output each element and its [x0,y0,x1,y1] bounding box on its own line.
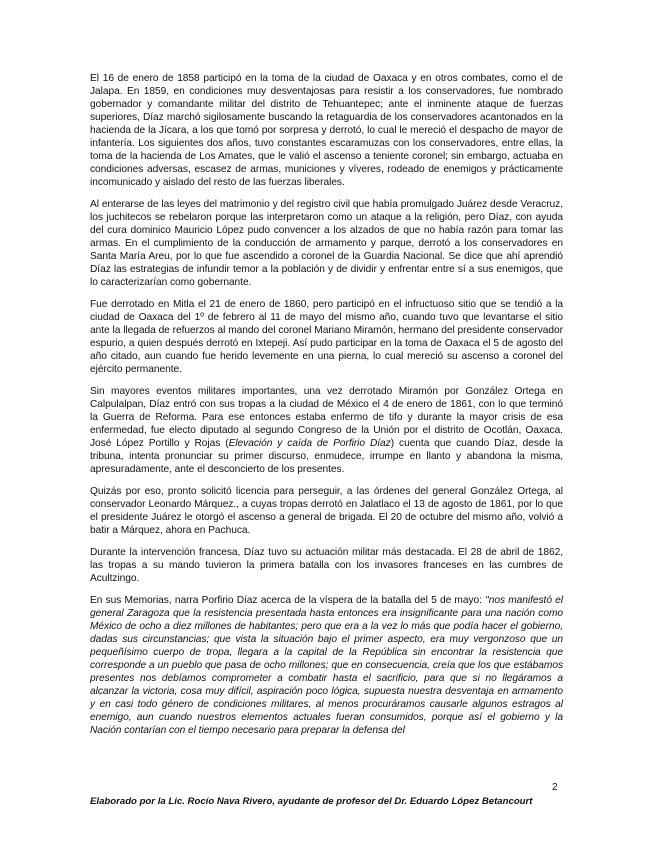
paragraph-7 [90,594,563,737]
paragraph-4-text-before: Sin mayores eventos militares importantes, una vez derrotado Miramón por González Ortega en Calpulalpan, Díaz entró con sus tropas a la ciudad de México el 4 de enero de 1861, con lo que terminó la Guerra de Reforma. Para ese entonces estaba enfermo de tifo y durante la mayor crisis de esa enfermedad, fue electo diputado al segundo Congreso de la Unión por el distrito de Ocotlán, Oaxaca. José López Portillo y Rojas ( [90,386,563,449]
book-title: Elevación y caída de Porfirio Díaz [228,438,391,449]
paragraph-3: Fue derrotado en Mitla el 21 de enero de 1860, pero participó en el infructuoso sitio que se tendió a la ciudad de Oaxaca del 1º de febrero al 11 de mayo del mismo año, cuando tuvo que levantarse el sitio ante la llegada de refuerzos al mando del coronel Mariano Miramón, hermano del presidente conservador espurio, a quien después derrotó en Ixtepeji. Así pudo participar en la toma de Oaxaca el 5 de agosto del año citado, aun cuando fue herido levemente en una pierna, lo cual mereció su ascenso a coronel del ejército permanente. [90,299,563,375]
paragraph-4 [90,385,563,476]
body-text [90,72,563,746]
paragraph-5: Quizás por eso, pronto solicitó licencia para perseguir, a las órdenes del general González Ortega, al conservador Leonardo Márquez., a cuyas tropas derrotó en Jalatlaco el 13 de agosto de 1861, por lo que el presidente Juárez le otorgó el ascenso a general de brigada. El 20 de octubre del mismo año, volvió a batir a Márquez, ahora en Pachuca. [90,486,563,536]
paragraph-2: Al enterarse de las leyes del matrimonio y del registro civil que había promulgado Juárez desde Veracruz, los juchitecos se rebelaron porque las interpretaron como un ataque a la religión, pero Díaz, con ayuda del cura dominico Mauricio López pudo convencer a los alzados de que no había razón para tomar las armas. En el cumplimiento de la conducción de armamento y parque, derrotó a los conservadores en Santa María Areu, por lo que fue ascendido a coronel de la Guardia Nacional. Se dice que ahí aprendió Díaz las estrategias de infundir temor a la población y de dividir y enfrentar entre sí a sus enemigos, que lo caracterizarían como gobernante. [90,199,563,288]
paragraph-4-text-after: ) cuenta que cuando Díaz, desde la tribuna, intenta pronunciar su primer discurso, enmudece, irrumpe en llanto y abandona la misma, apresuradamente, ante el desconcierto de los presentes. [90,438,563,475]
paragraph-6: Durante la intervención francesa, Díaz tuvo su actuación militar más destacada. El 28 de abril de 1862, las tropas a su mando tuvieron la primera batalla con los invasores franceses en las cumbres de Acultzingo. [90,547,563,584]
paragraph-7-intro: En sus Memorias, narra Porfirio Díaz acerca de la víspera de la batalla del 5 de mayo: [90,595,486,606]
page-number: 2 [552,782,558,793]
footer-credit: Elaborado por la Lic. Rocío Nava Rivero, ayudante de profesor del Dr. Eduardo López Betancourt [90,796,533,807]
memoir-quote: "nos manifestó el general Zaragoza que la resistencia presentada hasta entonces era insignificante para una nación como México de ocho a diez millones de habitantes; pero que era a la vez lo más que podía hacer el gobierno, dadas sus circunstancias; que vista la situación bajo el primer aspecto, era muy vergonzoso que un pequeñísimo cuerpo de tropa, llegara a la capital de la República sin encontrar la resistencia que corresponde a un pueblo que pasa de ocho millones; que en consecuencia, creía que los que estábamos presentes nos debíamos comprometer a combatir hasta el sacrificio, para que si no llegáramos a alcanzar la victoria, cosa muy difícil, aspiración poco lógica, supuesta nuestra desventaja en armamento y en casi todo género de condiciones militares, al menos procuráramos causarle algunos estragos al enemigo, aun cuando nuestros elementos actuales fueran consumidos, porque así el gobierno y la Nación contarían con el tiempo necesario para preparar la defensa del [90,595,563,736]
paragraph-1: El 16 de enero de 1858 participó en la toma de la ciudad de Oaxaca y en otros combates, como el de Jalapa. En 1859, en condiciones muy desventajosas para resistir a los conservadores, fue nombrado gobernador y comandante militar del distrito de Tehuantepec; ante el inminente ataque de fuerzas superiores, Díaz marchó sigilosamente buscando la retaguardia de los conservadores acantonados en la hacienda de la Jícara, a los que tomó por sorpresa y derrotó, lo cual le mereció el despacho de mayor de infantería. Los siguientes dos años, tuvo constantes escaramuzas con los conservadores, entre ellas, la toma de la hacienda de Los Amates, que le valió el ascenso a teniente coronel; sin embargo, actuaba en condiciones adversas, escasez de armas, municiones y víveres, rodeado de enemigos y prácticamente incomunicado y aislado del resto de las fuerzas liberales. [90,73,563,188]
